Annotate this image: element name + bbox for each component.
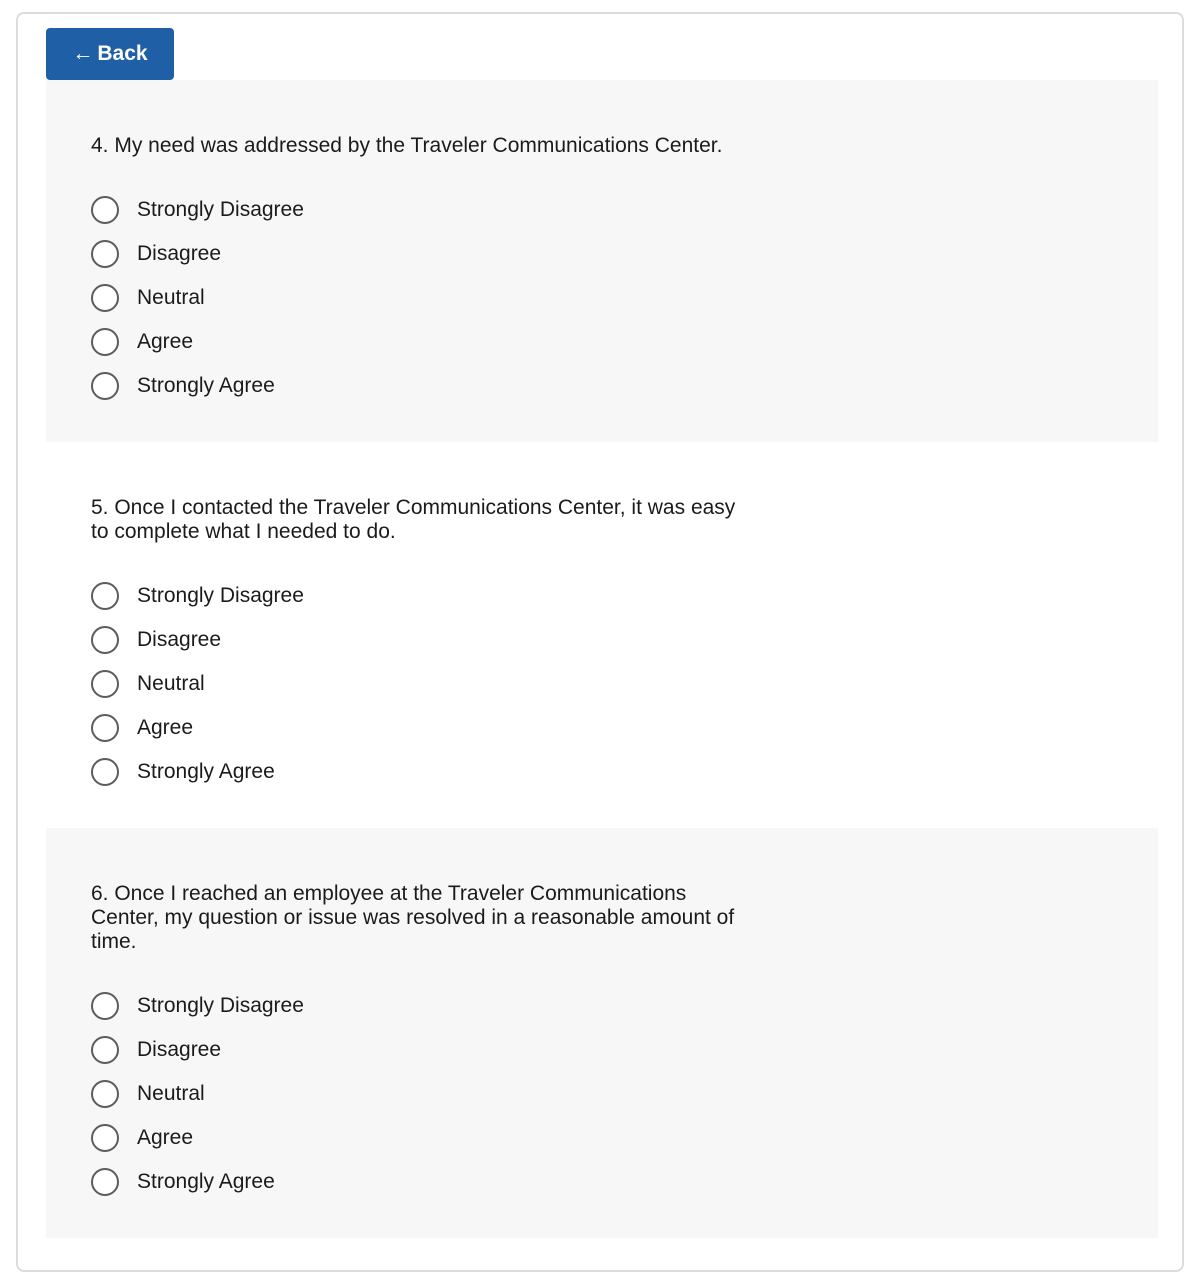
radio-button[interactable] [91, 328, 119, 356]
radio-group [91, 574, 304, 794]
radio-option-strongly-disagree[interactable] [91, 574, 304, 618]
radio-button[interactable] [91, 670, 119, 698]
option-label: Disagree [137, 1038, 222, 1061]
radio-button[interactable] [91, 196, 119, 224]
question-4 [46, 80, 1158, 442]
option-label: Strongly Agree [137, 760, 275, 783]
radio-option-disagree[interactable] [91, 232, 304, 276]
radio-button[interactable] [91, 714, 119, 742]
radio-button[interactable] [91, 1124, 119, 1152]
option-label: Strongly Disagree [137, 994, 304, 1017]
radio-button[interactable] [91, 1080, 119, 1108]
question-text: 5. Once I contacted the Traveler Communications Center, it was easy to complete what I needed to do. [91, 496, 736, 543]
radio-button[interactable] [91, 240, 119, 268]
radio-button[interactable] [91, 1036, 119, 1064]
radio-option-neutral[interactable] [91, 662, 304, 706]
radio-button[interactable] [91, 582, 119, 610]
back-button-label: Back [97, 42, 148, 65]
radio-option-agree[interactable] [91, 1116, 304, 1160]
option-label: Strongly Agree [137, 1170, 275, 1193]
radio-option-neutral[interactable] [91, 276, 304, 320]
radio-button[interactable] [91, 992, 119, 1020]
radio-button[interactable] [91, 758, 119, 786]
radio-option-strongly-agree[interactable] [91, 750, 304, 794]
radio-option-agree[interactable] [91, 320, 304, 364]
option-label: Agree [137, 716, 194, 739]
question-text: 6. Once I reached an employee at the Traveler Communications Center, my question or issue was resolved in a reasonable amount of time. [91, 882, 735, 953]
radio-group [91, 984, 304, 1204]
back-arrow-icon: ← [72, 42, 94, 65]
radio-option-neutral[interactable] [91, 1072, 304, 1116]
option-label: Strongly Disagree [137, 584, 304, 607]
radio-option-strongly-agree[interactable] [91, 364, 304, 408]
radio-option-agree[interactable] [91, 706, 304, 750]
radio-option-strongly-disagree[interactable] [91, 188, 304, 232]
radio-option-disagree[interactable] [91, 1028, 304, 1072]
radio-option-strongly-agree[interactable] [91, 1160, 304, 1204]
radio-button[interactable] [91, 1168, 119, 1196]
survey-card [16, 12, 1184, 1272]
back-button[interactable] [46, 28, 174, 80]
option-label: Agree [137, 1126, 194, 1149]
option-label: Disagree [137, 628, 222, 651]
radio-button[interactable] [91, 372, 119, 400]
question-5 [46, 442, 1158, 828]
radio-button[interactable] [91, 284, 119, 312]
radio-option-strongly-disagree[interactable] [91, 984, 304, 1028]
radio-button[interactable] [91, 626, 119, 654]
question-6 [46, 828, 1158, 1238]
option-label: Strongly Agree [137, 374, 275, 397]
question-text: 4. My need was addressed by the Traveler Communications Center. [91, 134, 723, 157]
option-label: Neutral [137, 1082, 205, 1105]
option-label: Neutral [137, 286, 205, 309]
option-label: Agree [137, 330, 194, 353]
option-label: Strongly Disagree [137, 198, 304, 221]
radio-option-disagree[interactable] [91, 618, 304, 662]
option-label: Disagree [137, 242, 222, 265]
radio-group [91, 188, 304, 408]
option-label: Neutral [137, 672, 205, 695]
